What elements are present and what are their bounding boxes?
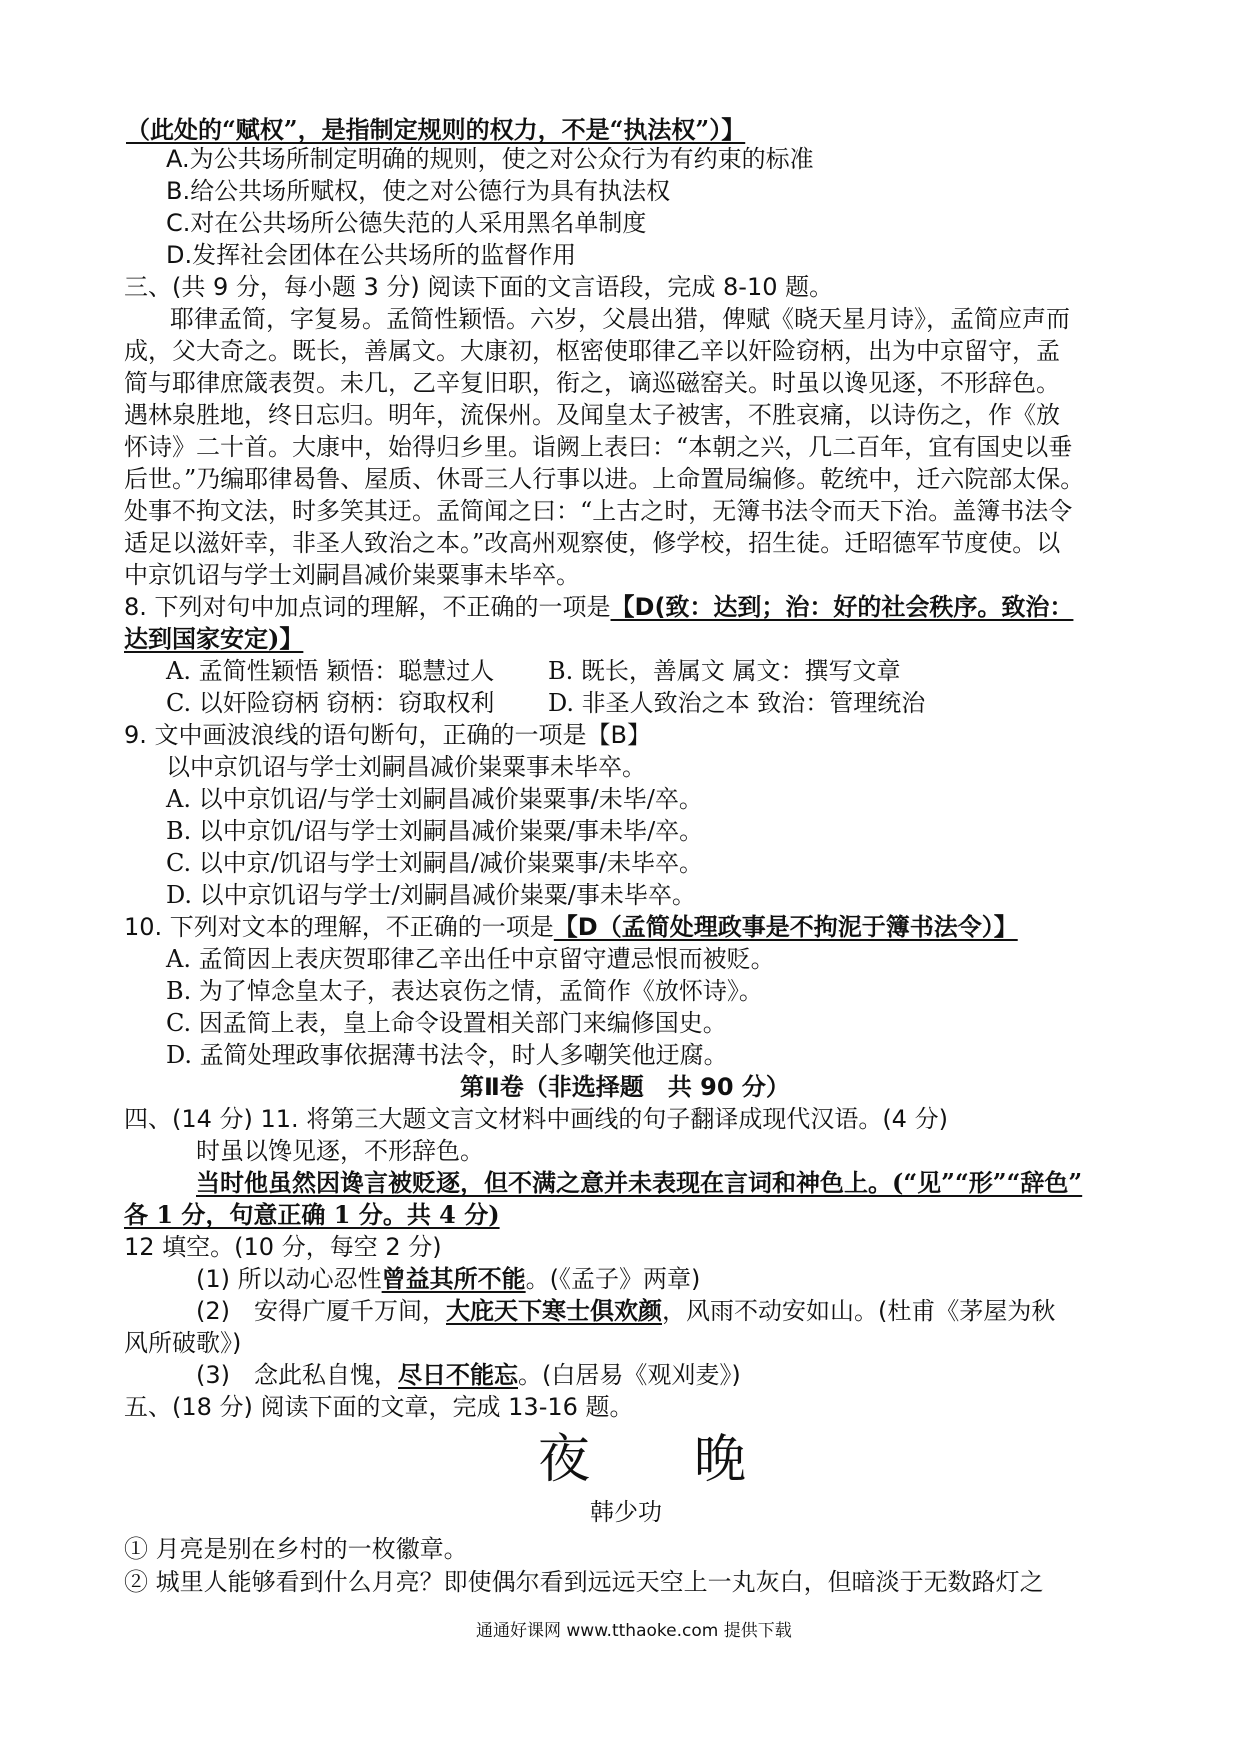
passage-line: 成，父大奇之。既长，善属文。大康初，枢密使耶律乙辛以奸险窃柄，出为中京留守，孟 xyxy=(124,337,1060,365)
passage-line: 处事不拘文法，时多笑其迂。孟简闻之曰：“上古之时，无簿书法令而天下治。盖簿书法令 xyxy=(124,497,1073,525)
passage-line: 耶律孟简，字复易。孟简性颖悟。六岁，父晨出猎，俾赋《晓天星月诗》，孟简应声而 xyxy=(170,305,1070,333)
q9-option-a: A. 以中京饥诏/与学士刘嗣昌减价粜粟事/未毕/卒。 xyxy=(166,785,703,813)
q8-answer-cont: 达到国家安定)】 xyxy=(124,624,304,653)
q12-3-source: 。(白居易《观刈麦》) xyxy=(518,1361,741,1389)
q9-option-d: D. 以中京饥诏与学士/刘嗣昌减价粜粟/事未毕卒。 xyxy=(166,881,696,909)
q10-option-b: B. 为了悼念皇太子，表达哀伤之情，孟简作《放怀诗》。 xyxy=(166,977,763,1005)
q12-1-answer: 曾益其所不能 xyxy=(381,1265,526,1293)
q9-stem: 9. 文中画波浪线的语句断句，正确的一项是【B】 xyxy=(124,721,651,749)
q12-3-text: (3) 念此私自愧， xyxy=(196,1361,398,1389)
q7-option-d: D.发挥社会团体在公共场所的监督作用 xyxy=(166,241,577,269)
q12-3-answer: 尽日不能忘 xyxy=(398,1361,518,1389)
q9-option-b: B. 以中京饥/诏与学士刘嗣昌减价粜粟/事未毕/卒。 xyxy=(166,817,704,845)
q12-2-answer: 大庇天下寒士俱欢颜 xyxy=(446,1297,662,1325)
q8-option-d: D. 非圣人致治之本 致治：管理统治 xyxy=(548,689,926,717)
q8-option-b: B. 既长，善属文 属文：撰写文章 xyxy=(548,657,901,685)
q12-item-2 xyxy=(196,1295,1055,1327)
q9-source: 以中京饥诏与学士刘嗣昌减价粜粟事未毕卒。 xyxy=(166,753,646,781)
q11-stem: 四、(14 分) 11. 将第三大题文言文材料中画线的句子翻译成现代汉语。(4 分) xyxy=(124,1105,948,1133)
q7-option-b: B.给公共场所赋权，使之对公德行为具有执法权 xyxy=(166,177,671,205)
essay-paragraph-2: ② 城里人能够看到什么月亮？即使偶尔看到远远天空上一丸灰白，但暗淡于无数路灯之 xyxy=(124,1568,1044,1596)
q12-item-2-cont: 风所破歌》) xyxy=(124,1329,242,1357)
section-five-heading: 五、(18 分) 阅读下面的文章，完成 13-16 题。 xyxy=(124,1393,634,1421)
q8-option-a: A. 孟简性颖悟 颖悟：聪慧过人 xyxy=(166,657,495,685)
q8-option-c: C. 以奸险窃柄 窃柄：窃取权利 xyxy=(166,689,495,717)
passage-line: 怀诗》二十首。大康中，始得归乡里。诣阙上表曰：“本朝之兴，几二百年，宜有国史以垂 xyxy=(124,433,1073,461)
passage-line: 中京饥诏与学士刘嗣昌减价粜粟事未毕卒。 xyxy=(124,561,580,589)
q10-stem-text: 10. 下列对文本的理解，不正确的一项是 xyxy=(124,913,554,941)
q10-option-a: A. 孟简因上表庆贺耶律乙辛出任中京留守遭忌恨而被贬。 xyxy=(166,945,775,973)
q10-stem xyxy=(124,911,1018,943)
q10-answer: 【D（孟简处理政事是不拘泥于簿书法令）】 xyxy=(553,913,1018,941)
passage-line: 适足以滋奸幸，非圣人致治之本。”改高州观察使，修学校，招生徒。迁昭德军节度使。以 xyxy=(124,529,1061,557)
passage-line: 遇林泉胜地，终日忘归。明年，流保州。及闻皇太子被害，不胜哀痛，以诗伤之，作《放 xyxy=(124,401,1060,429)
q12-1-source: 。(《孟子》两章) xyxy=(525,1265,701,1293)
q10-option-d: D. 孟简处理政事依据薄书法令，时人多嘲笑他迂腐。 xyxy=(166,1041,728,1069)
essay-author: 韩少功 xyxy=(590,1498,662,1526)
q12-1-text: (1) 所以动心忍性 xyxy=(196,1265,382,1293)
q12-stem: 12 填空。(10 分，每空 2 分) xyxy=(124,1233,442,1261)
essay-title: 夜 晚 xyxy=(538,1430,747,1490)
passage-line: 后世。”乃编耶律曷鲁、屋质、休哥三人行事以进。上命置局编修。乾统中，迁六院部太保。 xyxy=(124,465,1085,493)
q12-2-text: (2) 安得广厦千万间， xyxy=(196,1297,446,1325)
q7-option-a: A.为公共场所制定明确的规则，使之对公众行为有约束的标准 xyxy=(166,145,814,173)
passage-line: 简与耶律庶箴表贺。未几，乙辛复旧职，衔之，谪巡磁窑关。时虽以谗见逐，不形辞色。 xyxy=(124,369,1060,397)
page-footer: 通通好课网 www.tthaoke.com 提供下载 xyxy=(476,1621,792,1641)
q8-answer: 【D(致：达到；治：好的社会秩序。致治： xyxy=(610,593,1074,621)
part-two-heading: 第Ⅱ卷（非选择题 共 90 分） xyxy=(460,1073,790,1101)
q8-stem xyxy=(124,591,1073,623)
q8-stem-text: 8. 下列对句中加点词的理解，不正确的一项是 xyxy=(124,593,611,621)
q11-answer-cont: 各 1 分，句意正确 1 分。共 4 分) xyxy=(124,1200,500,1229)
q11-answer: 当时他虽然因谗言被贬逐，但不满之意并未表现在言词和神色上。(“见”“形”“辞色” xyxy=(196,1168,1083,1197)
q10-option-c: C. 因孟简上表，皇上命令设置相关部门来编修国史。 xyxy=(166,1009,727,1037)
q9-option-c: C. 以中京/饥诏与学士刘嗣昌/减价粜粟事/未毕卒。 xyxy=(166,849,704,877)
q12-2-source: ，风雨不动安如山。(杜甫《茅屋为秋 xyxy=(662,1297,1056,1325)
section-three-heading: 三、(共 9 分，每小题 3 分) 阅读下面的文言语段，完成 8-10 题。 xyxy=(124,273,834,301)
q11-source: 时虽以馋见逐，不形辞色。 xyxy=(196,1137,484,1165)
essay-paragraph-1: ① 月亮是别在乡村的一枚徽章。 xyxy=(124,1535,468,1563)
q7-answer-note: （此处的“赋权”，是指制定规则的权力，不是“执法权”）】 xyxy=(126,115,746,144)
q12-item-1 xyxy=(196,1263,700,1295)
q7-option-c: C.对在公共场所公德失范的人采用黑名单制度 xyxy=(166,209,647,237)
q12-item-3 xyxy=(196,1359,741,1391)
